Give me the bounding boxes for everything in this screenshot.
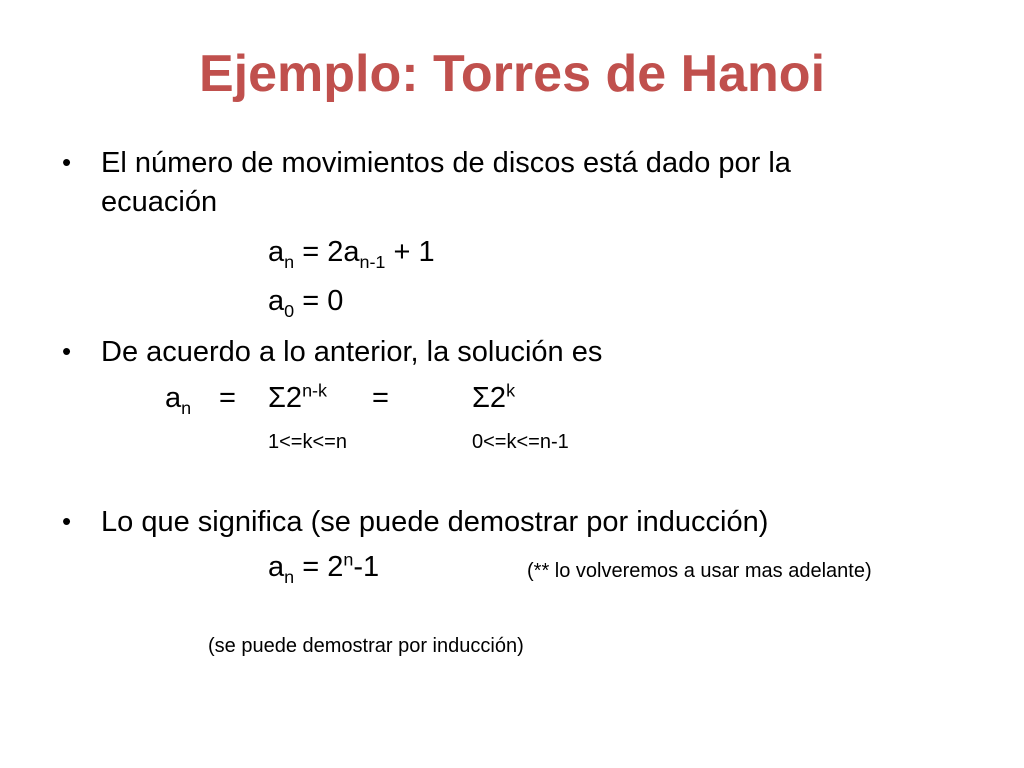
equation-recurrence [268,235,435,272]
eq3-sum2-sup: k [506,380,516,401]
eq3-equals-2: = [372,382,389,414]
note-text: (** lo volveremos a usar mas adelante) [527,560,872,582]
eq3-range-1: 1<=k<=n [268,431,347,453]
eq1-a: a [268,236,285,268]
eq2-end: = 0 [294,285,344,317]
bullet-marker-1: • [62,147,72,177]
equation-initial [268,284,344,321]
eq4-a: a [268,551,285,583]
bullet-marker-2: • [62,336,72,366]
eq2-a: a [268,285,285,317]
eq3-sum1: Σ2 [268,382,303,414]
eq4-sub: n [284,566,295,587]
eq1-sub: n [284,251,295,272]
eq3-lhs-a: a [165,382,182,414]
eq1-end: + 1 [385,236,435,268]
eq2-sub: 0 [284,300,295,321]
eq3-lhs-sub: n [181,397,192,418]
bullet-2-text: De acuerdo a lo anterior, la solución es [101,336,603,368]
eq1-sub2: n-1 [359,251,386,272]
equation-closed-form [268,549,380,587]
bullet-marker-3: • [62,506,72,536]
bullet-1-text: El número de movimientos de discos está dado por la ecuación [101,147,791,219]
footnote-text: (se puede demostrar por inducción) [208,635,524,657]
eq1-mid: = 2a [294,236,360,268]
eq4-end: -1 [353,551,380,583]
eq3-sum-1 [268,381,327,415]
eq3-lhs [165,381,192,418]
bullet-3-text: Lo que significa (se puede demostrar por inducción) [101,506,769,538]
eq4-mid: = 2 [294,551,344,583]
eq4-sup: n [343,549,354,570]
slide-title: Ejemplo: Torres de Hanoi [198,45,826,103]
eq3-range-2: 0<=k<=n-1 [472,431,569,453]
eq3-sum-2 [472,381,515,415]
eq3-sum1-sup: n-k [302,380,328,401]
eq3-sum2: Σ2 [472,382,507,414]
eq3-equals-1: = [219,382,236,414]
